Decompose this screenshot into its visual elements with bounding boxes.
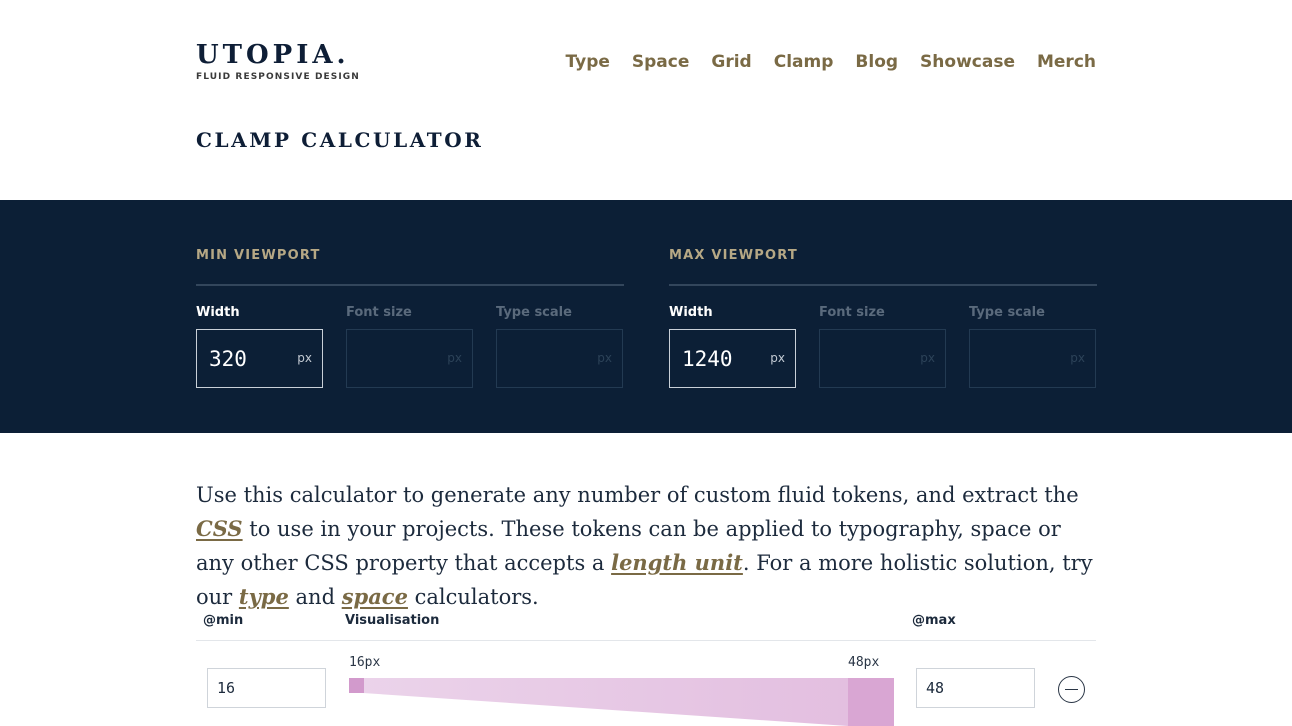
min-font-size-box xyxy=(346,329,473,388)
length-unit-link[interactable]: length unit xyxy=(611,550,743,575)
vis-max-swatch xyxy=(848,678,894,726)
max-width-unit: px xyxy=(770,351,785,365)
viewport-panel xyxy=(0,200,1292,433)
min-width-label: Width xyxy=(196,305,240,320)
vis-min-swatch xyxy=(349,678,364,693)
logo-wordmark: UTOPIA. xyxy=(196,40,350,70)
nav-link-merch[interactable]: Merch xyxy=(1036,52,1096,72)
token-max-input[interactable]: 48 xyxy=(916,668,1035,708)
vis-ramp xyxy=(363,678,848,726)
min-type-scale-box xyxy=(496,329,623,388)
min-type-scale-field xyxy=(496,304,623,365)
min-font-size-input[interactable] xyxy=(347,347,437,371)
intro-text-4: and xyxy=(288,585,342,609)
min-width-box xyxy=(196,329,323,388)
min-type-scale-unit: px xyxy=(597,351,612,365)
logo-tagline: FLUID RESPONSIVE DESIGN xyxy=(196,72,360,82)
min-type-scale-input[interactable] xyxy=(497,347,587,371)
intro-text-2: to use in your projects. These tokens can be applied to typography, space or any other CSS property that accepts a xyxy=(196,517,1061,575)
max-width-box xyxy=(669,329,796,388)
nav-link-blog[interactable]: Blog xyxy=(855,52,899,72)
nav-link-grid[interactable]: Grid xyxy=(711,52,752,72)
vis-min-label: 16px xyxy=(349,655,381,670)
min-viewport-divider xyxy=(196,284,624,286)
intro-paragraph xyxy=(196,478,1096,614)
min-viewport-heading: MIN VIEWPORT xyxy=(196,248,321,263)
remove-token-button[interactable] xyxy=(1058,676,1085,703)
main-nav xyxy=(566,50,1096,74)
col-header-max: @max xyxy=(912,613,956,628)
max-width-input[interactable] xyxy=(670,347,760,371)
nav-link-showcase[interactable]: Showcase xyxy=(920,52,1015,72)
max-type-scale-input[interactable] xyxy=(970,347,1060,371)
min-width-input[interactable] xyxy=(197,347,287,371)
minus-circle-icon xyxy=(1065,689,1078,691)
min-width-field xyxy=(196,304,323,365)
max-type-scale-field xyxy=(969,304,1096,365)
max-viewport-heading: MAX VIEWPORT xyxy=(669,248,798,263)
max-width-label: Width xyxy=(669,305,713,320)
type-calculator-link[interactable]: type xyxy=(238,584,289,609)
token-min-input[interactable]: 16 xyxy=(207,668,326,708)
vis-max-label: 48px xyxy=(848,655,880,670)
max-type-scale-box xyxy=(969,329,1096,388)
min-font-size-label: Font size xyxy=(346,305,412,320)
min-type-scale-label: Type scale xyxy=(496,305,572,320)
max-font-size-unit: px xyxy=(920,351,935,365)
css-link[interactable]: CSS xyxy=(196,516,243,541)
intro-text-1: Use this calculator to generate any number of custom fluid tokens, and extract the xyxy=(196,483,1079,507)
logo[interactable] xyxy=(196,40,360,82)
nav-link-clamp[interactable]: Clamp xyxy=(773,52,834,72)
nav-link-space[interactable]: Space xyxy=(631,52,690,72)
table-header-divider xyxy=(196,640,1096,641)
min-font-size-field xyxy=(346,304,473,365)
max-viewport-divider xyxy=(669,284,1097,286)
max-font-size-box xyxy=(819,329,946,388)
intro-text-5: calculators. xyxy=(407,585,539,609)
min-width-unit: px xyxy=(297,351,312,365)
max-type-scale-unit: px xyxy=(1070,351,1085,365)
max-font-size-label: Font size xyxy=(819,305,885,320)
page-title: CLAMP CALCULATOR xyxy=(196,128,484,152)
intro-text-3: . For a more holistic solution, try our xyxy=(196,551,1093,609)
min-font-size-unit: px xyxy=(447,351,462,365)
col-header-visualisation: Visualisation xyxy=(345,613,440,628)
fluid-visualisation xyxy=(349,678,894,726)
max-font-size-input[interactable] xyxy=(820,347,910,371)
col-header-min: @min xyxy=(203,613,244,628)
max-type-scale-label: Type scale xyxy=(969,305,1045,320)
space-calculator-link[interactable]: space xyxy=(341,584,408,609)
nav-link-type[interactable]: Type xyxy=(565,52,610,72)
max-font-size-field xyxy=(819,304,946,365)
max-width-field xyxy=(669,304,796,365)
